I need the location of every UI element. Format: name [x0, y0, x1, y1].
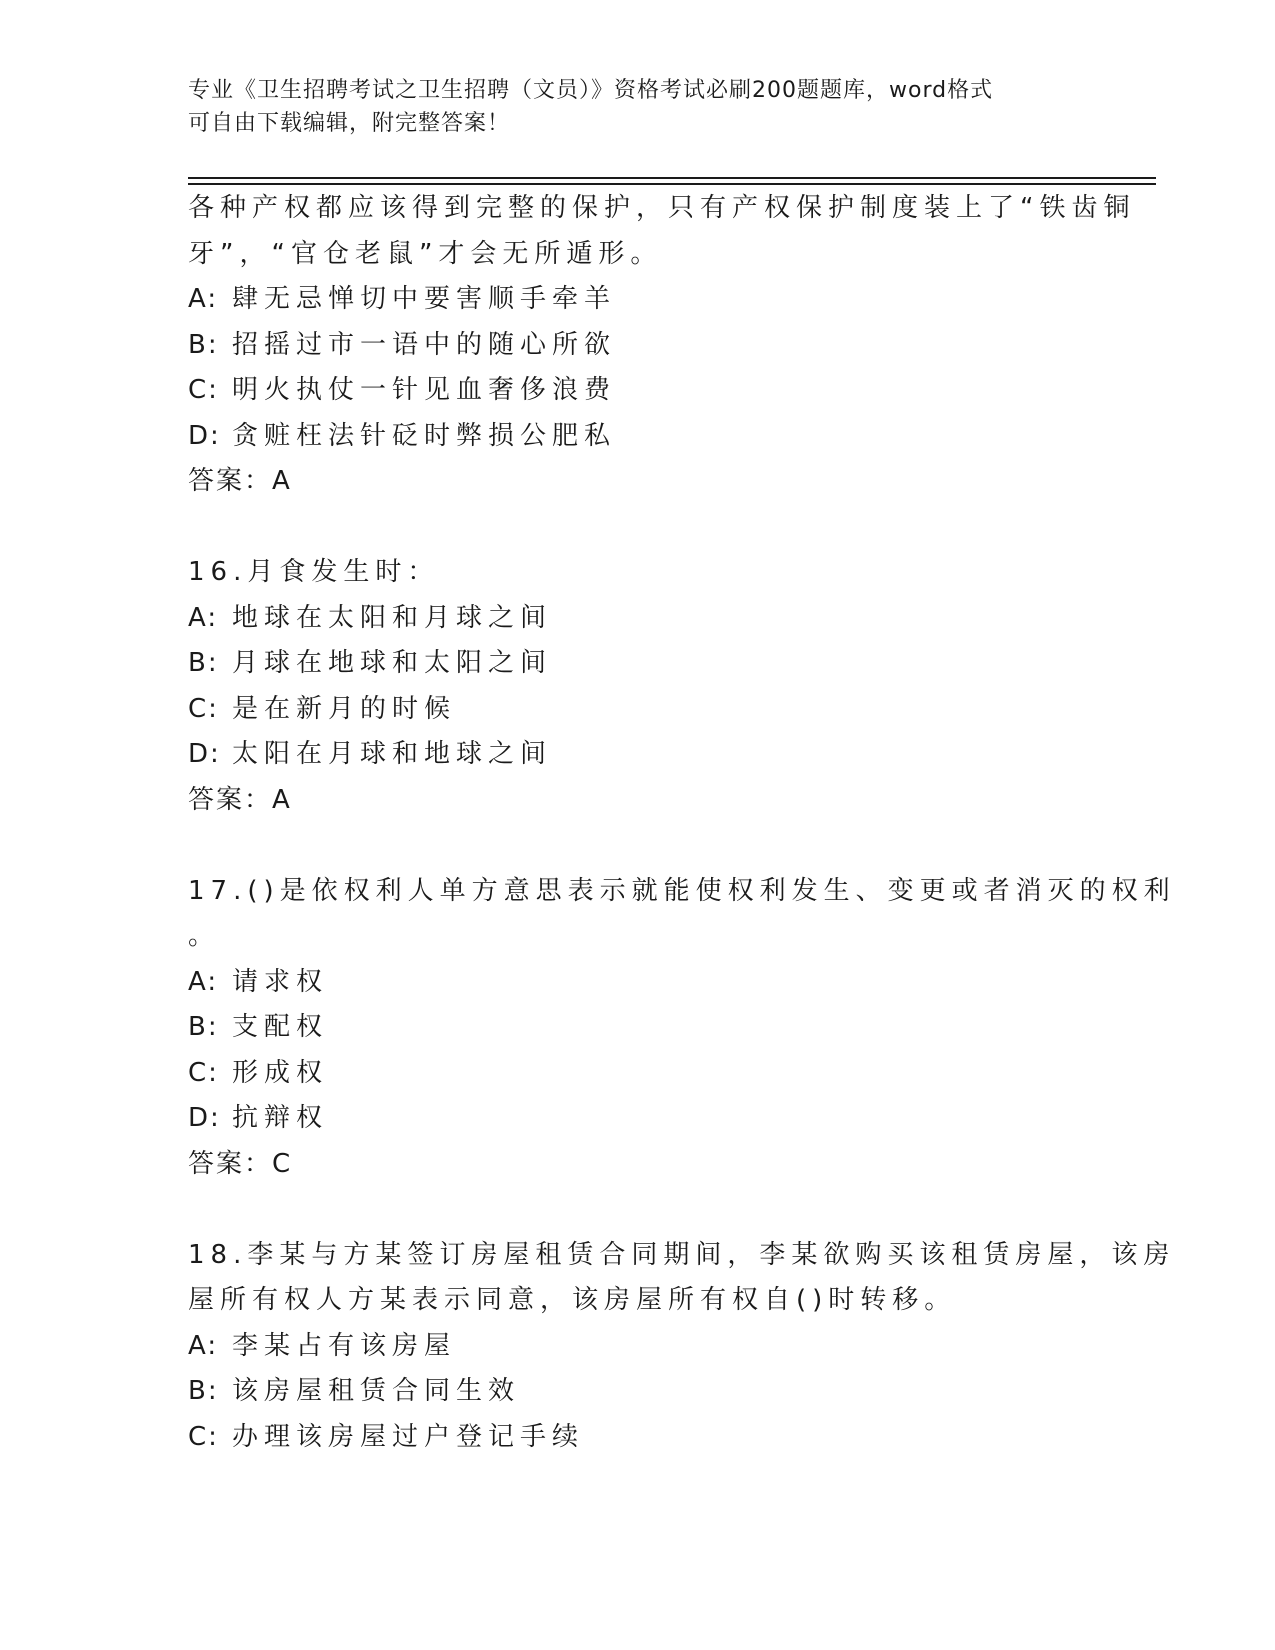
option-c: [188, 1051, 1088, 1097]
question-18: [188, 1233, 1176, 1461]
option-text: 抗辩权: [232, 1103, 329, 1133]
answer-line: 答案：C: [188, 1148, 293, 1179]
header-line-2: 可自由下载编辑，附完整答案！: [188, 111, 511, 136]
spacer: [188, 505, 1088, 551]
option-a: [188, 960, 1088, 1006]
option-a: [188, 277, 1088, 323]
option-text: 支配权: [232, 1012, 329, 1042]
option-a: [188, 1324, 1088, 1370]
option-key: D:: [188, 1103, 221, 1133]
option-key: D:: [188, 420, 221, 451]
option-text: 太阳在月球和地球之间: [232, 739, 553, 769]
option-a: [188, 596, 1088, 642]
option-text: 该房屋租赁合同生效: [232, 1376, 521, 1406]
option-text: 招摇过市一语中的随心所欲: [232, 329, 617, 360]
option-key: C:: [188, 375, 219, 405]
option-text: 贪赃枉法针砭时弊损公肥私: [232, 420, 617, 451]
option-b: [188, 1005, 1088, 1051]
option-b: [188, 641, 1088, 687]
option-key: C:: [188, 1421, 219, 1452]
option-c: [188, 1415, 1088, 1461]
option-key: A:: [188, 284, 219, 314]
question-stem: 16.月食发生时：: [188, 557, 440, 587]
option-d: [188, 414, 1088, 460]
option-text: 地球在太阳和月球之间: [232, 602, 553, 633]
option-key: A:: [188, 966, 219, 997]
option-text: 月球在地球和太阳之间: [232, 648, 553, 678]
question-list: [188, 186, 1176, 1460]
question-17: [188, 869, 1176, 1188]
option-text: 明火执仗一针见血奢侈浪费: [232, 375, 617, 405]
option-text: 是在新月的时候: [232, 693, 457, 724]
header-divider-bottom: [188, 183, 1156, 185]
answer-line: 答案：A: [188, 784, 292, 815]
option-b: [188, 323, 1088, 369]
header-line-1: 专业《卫生招聘考试之卫生招聘（文员）》资格考试必刷200题题库，word格式: [188, 78, 994, 103]
option-text: 形成权: [232, 1057, 329, 1088]
option-key: B:: [188, 648, 219, 678]
option-text: 请求权: [232, 966, 329, 997]
question-stem: 各种产权都应该得到完整的保护，只有产权保护制度装上了“铁齿铜: [188, 193, 1136, 223]
option-key: A:: [188, 602, 219, 633]
option-b: [188, 1369, 1088, 1415]
header-divider-top: [188, 177, 1156, 179]
option-d: [188, 732, 1088, 778]
option-key: B:: [188, 1012, 219, 1042]
option-key: C:: [188, 1057, 219, 1088]
option-d: [188, 1096, 1088, 1142]
option-text: 办理该房屋过户登记手续: [232, 1421, 585, 1452]
answer-line: 答案：A: [188, 466, 292, 496]
spacer: [188, 823, 1088, 869]
question-stem: 屋所有权人方某表示同意，该房屋所有权自()时转移。: [188, 1285, 957, 1315]
question-15: [188, 186, 1136, 505]
option-c: [188, 368, 1088, 414]
document-header: [188, 74, 1088, 140]
question-stem: 18.李某与方某签订房屋租赁合同期间，李某欲购买该租赁房屋，该房: [188, 1239, 1176, 1270]
option-key: B:: [188, 1376, 219, 1406]
question-16: [188, 550, 1088, 823]
option-key: C:: [188, 693, 219, 724]
question-stem: 17.()是依权利人单方意思表示就能使权利发生、变更或者消灭的权利: [188, 875, 1176, 906]
question-stem: 。: [188, 921, 221, 951]
option-key: A:: [188, 1330, 219, 1361]
option-c: [188, 687, 1088, 733]
option-text: 李某占有该房屋: [232, 1330, 457, 1361]
spacer: [188, 1187, 1088, 1233]
option-text: 肆无忌惮切中要害顺手牵羊: [232, 284, 617, 314]
option-key: B:: [188, 329, 219, 360]
question-stem: 牙”，“官仓老鼠”才会无所遁形。: [188, 238, 663, 269]
option-key: D:: [188, 739, 221, 769]
